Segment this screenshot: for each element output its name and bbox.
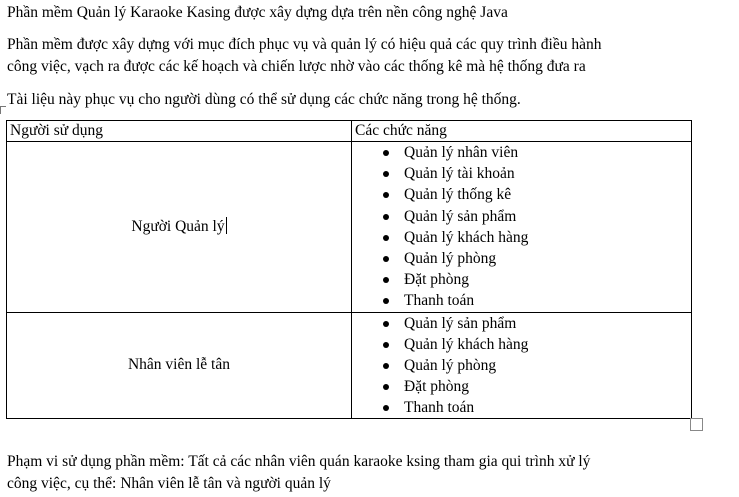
- list-item: Đặt phòng: [352, 269, 691, 290]
- scope-line-1: Phạm vi sử dụng phần mềm: Tất cả các nhân viên quán karaoke ksing tham gia qui trình xử lý: [7, 453, 591, 470]
- list-item: Thanh toán: [352, 397, 691, 418]
- document-purpose-line: Tài liệu này phục vụ cho người dùng có thể sử dụng các chức năng trong hệ thống.: [7, 91, 521, 108]
- list-item: Quản lý khách hàng: [352, 334, 691, 355]
- table-move-handle-icon[interactable]: [0, 106, 6, 114]
- intro-line-2: công việc, vạch ra được các kế hoạch và chiến lược nhờ vào các thống kê mà hệ thống đưa ra: [7, 58, 586, 75]
- list-item: Quản lý sản phẩm: [352, 313, 691, 334]
- list-item: Quản lý phòng: [352, 355, 691, 376]
- intro-paragraph: [7, 34, 602, 78]
- list-item: Quản lý phòng: [352, 248, 691, 269]
- table-row-manager: [7, 142, 692, 313]
- list-item: Quản lý sản phẩm: [352, 206, 691, 227]
- role-receptionist: Nhân viên lễ tân: [127, 356, 230, 374]
- intro-line-1: Phần mềm được xây dựng với mục đích phục vụ và quản lý có hiệu quả các quy trình điều hành: [7, 36, 602, 53]
- scope-line-2: công việc, cụ thể: Nhân viên lễ tân và người quản lý: [7, 475, 331, 492]
- scope-paragraph: [7, 451, 590, 495]
- list-item: Quản lý tài khoản: [352, 163, 691, 184]
- list-item: Quản lý thống kê: [352, 184, 691, 205]
- table-row-receptionist: [7, 312, 692, 419]
- list-item: Đặt phòng: [352, 376, 691, 397]
- list-item: Quản lý nhân viên: [352, 142, 691, 163]
- functions-cell-receptionist[interactable]: [352, 312, 692, 419]
- functions-cell-manager[interactable]: [352, 142, 692, 313]
- table-header-row: [7, 121, 692, 142]
- receptionist-function-list: [352, 313, 691, 419]
- header-user: Người sử dụng: [7, 121, 352, 142]
- list-item: Thanh toán: [352, 290, 691, 311]
- header-functions: Các chức năng: [352, 121, 692, 142]
- text-cursor: [226, 217, 227, 234]
- document-title-line: Phần mềm Quản lý Karaoke Kasing được xây dựng dựa trên nền công nghệ Java: [7, 4, 508, 21]
- list-item: Quản lý khách hàng: [352, 227, 691, 248]
- manager-function-list: [352, 142, 691, 312]
- role-cell-manager[interactable]: [7, 142, 352, 313]
- functions-table: [6, 120, 692, 419]
- table-resize-handle-icon[interactable]: [690, 418, 703, 431]
- role-cell-receptionist[interactable]: [7, 312, 352, 419]
- role-manager: Người Quản lý: [131, 218, 225, 236]
